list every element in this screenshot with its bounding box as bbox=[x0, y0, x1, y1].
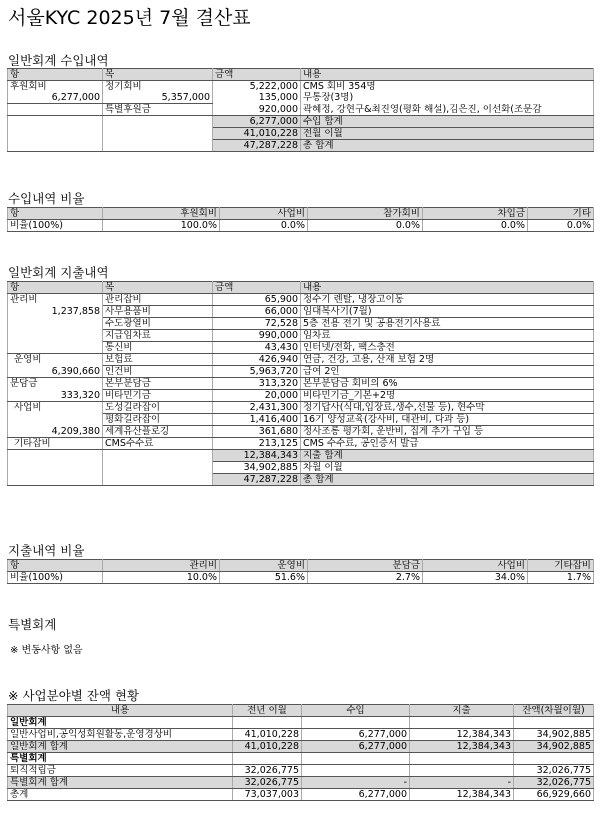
expense-desc: 16기 양성교육(강사비, 대관비, 다과 등) bbox=[301, 414, 594, 426]
page-title: 서울KYC 2025년 7월 결산표 bbox=[8, 7, 251, 29]
expense-hang-total: 6,390,660 bbox=[8, 366, 103, 378]
income-total-amount: 6,277,000 bbox=[213, 116, 301, 128]
expense-ratio-cell: 1.7% bbox=[528, 572, 594, 584]
income-ratio-header: 후원회비 bbox=[103, 208, 220, 220]
expense-mok: 도성길라잡이 bbox=[103, 402, 213, 414]
expense-desc: 5층 전용 전기 및 공용전기사용료 bbox=[301, 318, 594, 330]
balance-grand-total-row bbox=[8, 789, 594, 801]
balance-cell: 12,384,343 bbox=[410, 741, 514, 753]
balance-group-row bbox=[8, 717, 594, 729]
income-ratio-header: 항 bbox=[8, 208, 103, 220]
income-hang-name: 후원회비 bbox=[8, 81, 103, 93]
expense-desc: 임차료 bbox=[301, 330, 594, 342]
balance-cell: - bbox=[410, 777, 514, 789]
expense-amount: 72,528 bbox=[213, 318, 301, 330]
expense-row bbox=[8, 342, 594, 354]
expense-total-row bbox=[8, 462, 594, 474]
expense-hang-name: 사업비 bbox=[8, 402, 103, 414]
special-note: ※ 변동사항 없음 bbox=[10, 645, 83, 656]
expense-mok: 평화길라잡이 bbox=[103, 414, 213, 426]
income-total-row bbox=[8, 116, 594, 128]
expense-ratio-header: 기타잡비 bbox=[528, 560, 594, 572]
balance-cell bbox=[410, 765, 514, 777]
expense-total-amount: 34,902,885 bbox=[213, 462, 301, 474]
expense-ratio-header: 분담금 bbox=[308, 560, 423, 572]
expense-amount: 43,430 bbox=[213, 342, 301, 354]
balance-cell: 6,277,000 bbox=[302, 789, 410, 801]
expense-mok: 수도광열비 bbox=[103, 318, 213, 330]
balance-header: 전년 이월 bbox=[233, 705, 302, 717]
balance-cell: 32,026,775 bbox=[514, 765, 594, 777]
balance-group-row bbox=[8, 753, 594, 765]
expense-desc: 비타민기금_기본+2명 bbox=[301, 390, 594, 402]
expense-desc: 본부분담금 회비의 6% bbox=[301, 378, 594, 390]
expense-ratio-header: 항 bbox=[8, 560, 103, 572]
expense-desc: 임대복사기(7월) bbox=[301, 306, 594, 318]
expense-desc: 정사조롱 평가회, 운반비, 집게 추가 구입 등 bbox=[301, 426, 594, 438]
expense-ratio-header-row bbox=[8, 560, 594, 572]
expense-header-row bbox=[8, 282, 594, 294]
expense-amount: 66,000 bbox=[213, 306, 301, 318]
income-row bbox=[8, 104, 594, 116]
expense-row bbox=[8, 402, 594, 414]
expense-mok: 사무용품비 bbox=[103, 306, 213, 318]
expense-header-hang: 항 bbox=[8, 282, 103, 294]
income-total-row bbox=[8, 128, 594, 140]
income-header-amount: 금액 bbox=[213, 69, 301, 81]
income-ratio-table bbox=[7, 207, 594, 232]
expense-mok: 통신비 bbox=[103, 342, 213, 354]
income-total-desc: 수입 합계 bbox=[301, 116, 594, 128]
expense-ratio-table bbox=[7, 559, 594, 584]
expense-ratio-header: 운영비 bbox=[220, 560, 308, 572]
balance-cell: 6,277,000 bbox=[302, 729, 410, 741]
expense-desc: 정기답사(식대,입장료,생수,선물 등), 현수막 bbox=[301, 402, 594, 414]
expense-total-desc: 차월 이월 bbox=[301, 462, 594, 474]
expense-hang-total: 333,320 bbox=[8, 390, 103, 402]
income-section-title: 일반회계 수입내역 bbox=[8, 53, 109, 68]
expense-total-amount: 47,287,228 bbox=[213, 474, 301, 486]
expense-ratio-cell: 2.7% bbox=[308, 572, 423, 584]
expense-mok: 지급임차료 bbox=[103, 330, 213, 342]
income-mok: 특별후원금 bbox=[103, 104, 213, 116]
expense-desc: 인터넷/전화, 팩스충전 bbox=[301, 342, 594, 354]
income-total-amount: 41,010,228 bbox=[213, 128, 301, 140]
balance-sum-row bbox=[8, 741, 594, 753]
income-ratio-header-row bbox=[8, 208, 594, 220]
income-desc: CMS 회비 354명 bbox=[301, 81, 594, 93]
balance-cell: 73,037,003 bbox=[233, 789, 302, 801]
expense-desc: 급여 2인 bbox=[301, 366, 594, 378]
income-ratio-cell: 0.0% bbox=[528, 220, 594, 232]
income-total-row bbox=[8, 140, 594, 152]
expense-desc: CMS 수수료, 공인증서 발급 bbox=[301, 438, 594, 450]
income-ratio-header: 기타 bbox=[528, 208, 594, 220]
expense-ratio-cell: 10.0% bbox=[103, 572, 220, 584]
expense-total-amount: 12,384,343 bbox=[213, 450, 301, 462]
income-header-row bbox=[8, 69, 594, 81]
income-row bbox=[8, 81, 594, 93]
income-ratio-cell: 100.0% bbox=[103, 220, 220, 232]
expense-row bbox=[8, 414, 594, 426]
expense-table bbox=[7, 281, 594, 486]
balance-cell: 일반회계 합계 bbox=[8, 741, 233, 753]
balance-cell: 32,026,775 bbox=[514, 777, 594, 789]
special-section-title: 특별회계 bbox=[8, 617, 57, 632]
expense-total-desc: 지출 합계 bbox=[301, 450, 594, 462]
income-ratio-header: 사업비 bbox=[220, 208, 308, 220]
income-ratio-title: 수입내역 비율 bbox=[8, 191, 85, 206]
expense-amount: 990,000 bbox=[213, 330, 301, 342]
balance-header: 지출 bbox=[410, 705, 514, 717]
balance-cell: 41,010,228 bbox=[233, 741, 302, 753]
expense-mok: CMS수수료 bbox=[103, 438, 213, 450]
expense-row bbox=[8, 318, 594, 330]
balance-group-label: 특별회계 bbox=[8, 753, 233, 765]
balance-cell: 32,026,775 bbox=[233, 777, 302, 789]
balance-cell: 34,902,885 bbox=[514, 729, 594, 741]
expense-row bbox=[8, 426, 594, 438]
expense-ratio-header: 관리비 bbox=[103, 560, 220, 572]
expense-amount: 361,680 bbox=[213, 426, 301, 438]
expense-row bbox=[8, 354, 594, 366]
balance-cell: 특별회계 합계 bbox=[8, 777, 233, 789]
expense-row bbox=[8, 378, 594, 390]
balance-cell: - bbox=[302, 777, 410, 789]
income-table bbox=[7, 68, 594, 152]
expense-row bbox=[8, 366, 594, 378]
balance-sum-row bbox=[8, 777, 594, 789]
balance-section-title: ※ 사업분야별 잔액 현황 bbox=[8, 688, 140, 703]
balance-cell: 6,277,000 bbox=[302, 741, 410, 753]
income-desc: 무통장(3명) bbox=[301, 92, 594, 104]
expense-ratio-row bbox=[8, 572, 594, 584]
expense-mok: 관리잡비 bbox=[103, 294, 213, 306]
balance-table bbox=[7, 704, 594, 801]
balance-header: 수입 bbox=[302, 705, 410, 717]
expense-ratio-cell: 34.0% bbox=[423, 572, 528, 584]
balance-row bbox=[8, 765, 594, 777]
balance-cell: 32,026,775 bbox=[233, 765, 302, 777]
balance-cell: 66,929,660 bbox=[514, 789, 594, 801]
expense-header-desc: 내용 bbox=[301, 282, 594, 294]
expense-hang-total: 4,209,380 bbox=[8, 426, 103, 438]
income-mok: 정기회비 bbox=[103, 81, 213, 93]
expense-hang-name: 운영비 bbox=[8, 354, 103, 366]
balance-cell: 일반사업비,공익성회원활동,운영경상비 bbox=[8, 729, 233, 741]
income-total-desc: 총 합계 bbox=[301, 140, 594, 152]
balance-header: 내용 bbox=[8, 705, 233, 717]
income-amount: 135,000 bbox=[213, 92, 301, 104]
balance-cell: 12,384,343 bbox=[410, 729, 514, 741]
income-header-desc: 내용 bbox=[301, 69, 594, 81]
expense-hang-name: 관리비 bbox=[8, 294, 103, 306]
income-header-mok: 목 bbox=[103, 69, 213, 81]
income-amount: 920,000 bbox=[213, 104, 301, 116]
expense-mok: 인건비 bbox=[103, 366, 213, 378]
expense-header-amount: 금액 bbox=[213, 282, 301, 294]
expense-row bbox=[8, 330, 594, 342]
balance-cell: 퇴직적립금 bbox=[8, 765, 233, 777]
balance-cell bbox=[302, 765, 410, 777]
income-row bbox=[8, 92, 594, 104]
income-ratio-cell: 비율(100%) bbox=[8, 220, 103, 232]
expense-row bbox=[8, 438, 594, 450]
income-total-amount: 47,287,228 bbox=[213, 140, 301, 152]
income-desc: 곽혜정, 강현구&최진영(평화 해설),김은진, 이선화(조문감 bbox=[301, 104, 594, 116]
income-hang-total: 6,277,000 bbox=[8, 92, 103, 104]
balance-header-row bbox=[8, 705, 594, 717]
income-ratio-cell: 0.0% bbox=[220, 220, 308, 232]
expense-ratio-title: 지출내역 비율 bbox=[8, 543, 85, 558]
expense-total-row bbox=[8, 474, 594, 486]
income-total-desc: 전월 이월 bbox=[301, 128, 594, 140]
expense-row bbox=[8, 306, 594, 318]
income-mok-subtotal: 5,357,000 bbox=[103, 92, 213, 104]
expense-mok: 세계유산플로깅 bbox=[103, 426, 213, 438]
expense-row bbox=[8, 390, 594, 402]
expense-section-title: 일반회계 지출내역 bbox=[8, 265, 109, 280]
expense-amount: 65,900 bbox=[213, 294, 301, 306]
balance-row bbox=[8, 729, 594, 741]
balance-group-label: 일반회계 bbox=[8, 717, 233, 729]
income-header-hang: 항 bbox=[8, 69, 103, 81]
expense-amount: 313,320 bbox=[213, 378, 301, 390]
expense-row bbox=[8, 294, 594, 306]
expense-hang-name: 기타잡비 bbox=[8, 438, 103, 450]
balance-header: 잔액(차월이월) bbox=[514, 705, 594, 717]
expense-amount: 426,940 bbox=[213, 354, 301, 366]
expense-ratio-cell: 비율(100%) bbox=[8, 572, 103, 584]
expense-hang-name: 분담금 bbox=[8, 378, 103, 390]
expense-amount: 213,125 bbox=[213, 438, 301, 450]
expense-mok: 본부분담금 bbox=[103, 378, 213, 390]
balance-cell: 41,010,228 bbox=[233, 729, 302, 741]
income-amount: 5,222,000 bbox=[213, 81, 301, 93]
expense-total-desc: 총 합계 bbox=[301, 474, 594, 486]
expense-ratio-cell: 51.6% bbox=[220, 572, 308, 584]
expense-ratio-header: 사업비 bbox=[423, 560, 528, 572]
expense-desc: 연금, 건강, 고용, 산재 보험 2명 bbox=[301, 354, 594, 366]
income-ratio-row bbox=[8, 220, 594, 232]
expense-amount: 1,416,400 bbox=[213, 414, 301, 426]
expense-amount: 20,000 bbox=[213, 390, 301, 402]
expense-total-row bbox=[8, 450, 594, 462]
expense-amount: 5,963,720 bbox=[213, 366, 301, 378]
expense-mok: 비타민기금 bbox=[103, 390, 213, 402]
expense-header-mok: 목 bbox=[103, 282, 213, 294]
income-ratio-header: 차입금 bbox=[423, 208, 528, 220]
balance-cell: 34,902,885 bbox=[514, 741, 594, 753]
expense-desc: 정수기 렌탈, 냉장고이동 bbox=[301, 294, 594, 306]
income-ratio-header: 참가회비 bbox=[308, 208, 423, 220]
expense-hang-total: 1,237,858 bbox=[8, 306, 103, 318]
income-ratio-cell: 0.0% bbox=[308, 220, 423, 232]
expense-amount: 2,431,300 bbox=[213, 402, 301, 414]
balance-cell: 12,384,343 bbox=[410, 789, 514, 801]
expense-mok: 보험료 bbox=[103, 354, 213, 366]
balance-cell: 총계 bbox=[8, 789, 233, 801]
income-ratio-cell: 0.0% bbox=[423, 220, 528, 232]
